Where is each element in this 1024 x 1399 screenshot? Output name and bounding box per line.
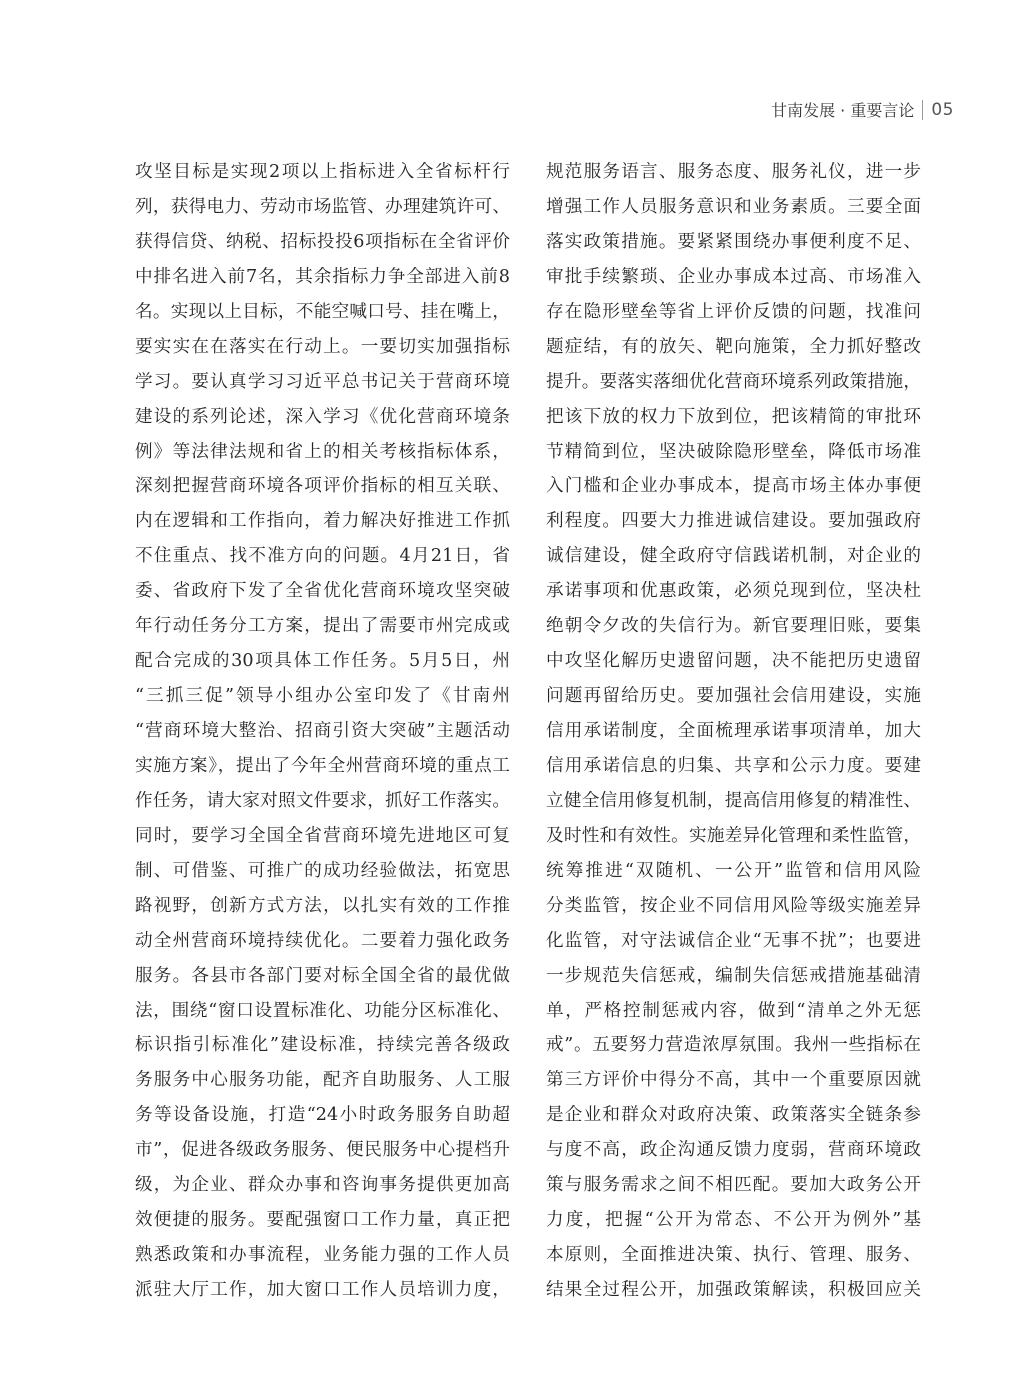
text-line: 市”，促进各级政务服务、便民服务中心提档升 [135, 1140, 510, 1161]
text-line: 戒”。五要努力营造浓厚氛围。我州一些指标在 [546, 1035, 921, 1056]
header-divider [922, 100, 923, 120]
text-line: 提升。要落实落细优化营商环境系列政策措施， [546, 371, 921, 392]
text-line: 信用承诺制度，全面梳理承诺事项清单，加大 [546, 721, 921, 741]
text-line: 派驻大厅工作，加大窗口工作人员培训力度， [135, 1280, 510, 1300]
text-line: 制、可借鉴、可推广的成功经验做法，拓宽思 [135, 860, 510, 881]
text-line: 获得信贷、纳税、招标投投6项指标在全省评价 [135, 231, 510, 252]
text-line: 标识指引标准化”建设标准，持续完善各级政 [135, 1035, 510, 1056]
text-line: 与度不高，政企沟通反馈力度弱，营商环境政 [546, 1140, 921, 1161]
text-line: 一步规范失信惩戒，编制失信惩戒措施基础清 [546, 965, 921, 986]
text-line: 承诺事项和优惠政策，必须兑现到位，坚决杜 [546, 581, 921, 602]
text-line: 内在逻辑和工作指向，着力解决好推进工作抓 [135, 511, 510, 532]
text-line: 作任务，请大家对照文件要求，抓好工作落实。 [135, 790, 510, 811]
text-line: 深刻把握营商环境各项评价指标的相互关联、 [135, 476, 510, 497]
right-text-column [546, 155, 921, 1308]
text-line: 学习。要认真学习习近平总书记关于营商环境 [135, 371, 510, 392]
text-line: 落实政策措施。要紧紧围绕办事便利度不足、 [546, 231, 921, 252]
text-line: 级，为企业、群众办事和咨询事务提供更加高 [135, 1175, 510, 1196]
text-line: 要实实在在落实在行动上。一要切实加强指标 [135, 336, 510, 357]
text-line: 存在隐形壁垒等省上评价反馈的问题，找准问 [546, 301, 921, 322]
page-number: 05 [931, 99, 954, 120]
text-line: 分类监管，按企业不同信用风险等级实施差异 [546, 895, 921, 916]
text-line: 委、省政府下发了全省优化营商环境攻坚突破 [135, 581, 510, 602]
text-line: 配合完成的30项具体工作任务。5月5日，州 [135, 651, 510, 672]
text-line: 列，获得电力、劳动市场监管、办理建筑许可、 [135, 196, 510, 217]
text-line: 实施方案》，提出了今年全州营商环境的重点工 [135, 755, 510, 776]
text-line: 同时，要学习全国全省营商环境先进地区可复 [135, 825, 510, 846]
text-line: 化监管，对守法诚信企业“无事不扰”；也要进 [546, 930, 921, 951]
text-line: 题症结，有的放矢、靶向施策，全力抓好整改 [546, 336, 921, 357]
text-line: 把该下放的权力下放到位，把该精简的审批环 [546, 406, 921, 427]
text-line: 及时性和有效性。实施差异化管理和柔性监管， [546, 825, 921, 846]
text-line: 效便捷的服务。要配强窗口工作力量，真正把 [135, 1210, 510, 1231]
text-line: 中排名进入前7名，其余指标力争全部进入前8 [135, 266, 510, 287]
text-line: “三抓三促”领导小组办公室印发了《甘南州 [135, 686, 510, 707]
text-line: 服务。各县市各部门要对标全国全省的最优做 [135, 965, 510, 986]
text-line: 建设的系列论述，深入学习《优化营商环境条 [135, 406, 510, 427]
text-line: 策与服务需求之间不相匹配。要加大政务公开 [546, 1175, 921, 1196]
text-line: 第三方评价中得分不高，其中一个重要原因就 [546, 1070, 921, 1091]
text-line: 绝朝令夕改的失信行为。新官要理旧账，要集 [546, 616, 921, 637]
text-line: 入门槛和企业办事成本，提高市场主体办事便 [546, 476, 921, 497]
text-line: 法，围绕“窗口设置标准化、功能分区标准化、 [135, 1000, 510, 1021]
text-line: 信用承诺信息的归集、共享和公示力度。要建 [546, 755, 921, 776]
text-line: 年行动任务分工方案，提出了需要市州完成或 [135, 616, 510, 637]
text-line: 力度，把握“公开为常态、不公开为例外”基 [546, 1210, 921, 1231]
text-line: 路视野，创新方式方法，以扎实有效的工作推 [135, 895, 510, 916]
text-line: 统筹推进“双随机、一公开”监管和信用风险 [546, 860, 921, 881]
text-line: 是企业和群众对政府决策、政策落实全链条参 [546, 1105, 921, 1126]
text-line: 单，严格控制惩戒内容，做到“清单之外无惩 [546, 1000, 921, 1021]
text-line: 审批手续繁琐、企业办事成本过高、市场准入 [546, 266, 921, 287]
text-line: 诚信建设，健全政府守信践诺机制，对企业的 [546, 546, 921, 567]
left-text-column [135, 155, 510, 1308]
text-line: 问题再留给历史。要加强社会信用建设，实施 [546, 686, 921, 707]
text-line: 增强工作人员服务意识和业务素质。三要全面 [546, 196, 921, 217]
text-line: 务等设备设施，打造“24小时政务服务自助超 [135, 1105, 510, 1126]
text-line: 例》等法律法规和省上的相关考核指标体系， [135, 441, 510, 462]
text-line: 立健全信用修复机制，提高信用修复的精准性、 [546, 790, 921, 811]
text-line: 不住重点、找不准方向的问题。4月21日，省 [135, 546, 510, 567]
text-line: 结果全过程公开，加强政策解读，积极回应关 [546, 1280, 921, 1300]
text-line: 熟悉政策和办事流程，业务能力强的工作人员 [135, 1245, 510, 1266]
text-line: 本原则，全面推进决策、执行、管理、服务、 [546, 1245, 921, 1266]
text-line: 中攻坚化解历史遗留问题，决不能把历史遗留 [546, 651, 921, 672]
text-line: “营商环境大整治、招商引资大突破”主题活动 [135, 721, 510, 741]
section-title: 甘南发展 · 重要言论 [771, 101, 915, 120]
text-line: 动全州营商环境持续优化。二要着力强化政务 [135, 930, 510, 951]
running-header [771, 98, 954, 121]
text-line: 攻坚目标是实现2项以上指标进入全省标杆行 [135, 162, 510, 182]
text-line: 务服务中心服务功能，配齐自助服务、人工服 [135, 1070, 510, 1091]
text-line: 利程度。四要大力推进诚信建设。要加强政府 [546, 511, 921, 532]
text-line: 节精简到位，坚决破除隐形壁垒，降低市场准 [546, 441, 921, 462]
text-line: 名。实现以上目标，不能空喊口号、挂在嘴上， [135, 301, 510, 322]
text-line: 规范服务语言、服务态度、服务礼仪，进一步 [546, 162, 921, 182]
